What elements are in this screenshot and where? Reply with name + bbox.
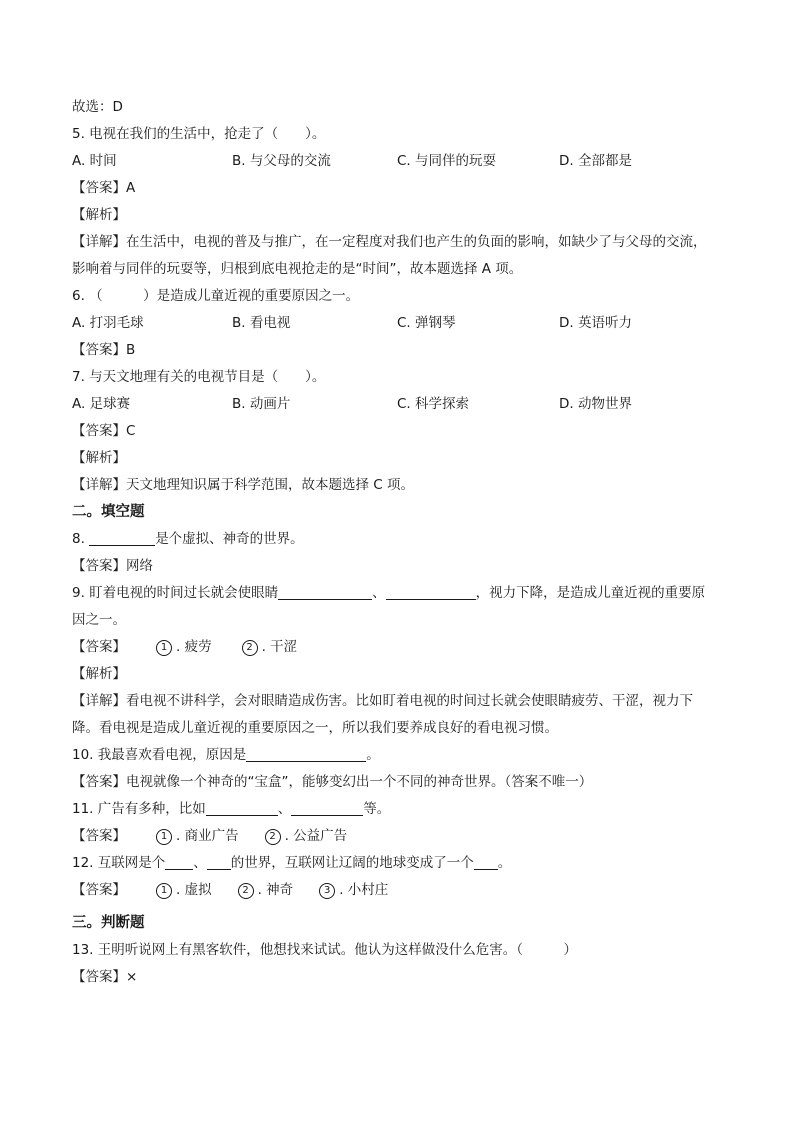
document-page: [72, 94, 732, 991]
option-c: C. 与同伴的玩耍: [397, 153, 497, 169]
analysis-7: 【解析】: [72, 450, 126, 466]
option-c: C. 弹钢琴: [397, 315, 456, 331]
fill-blank: [278, 583, 372, 600]
circled-number: 1: [156, 829, 172, 845]
question-7-options: [72, 391, 732, 418]
question-12: [72, 850, 732, 877]
circled-number: 2: [265, 829, 281, 845]
section-3-heading: 三。判断题: [72, 915, 145, 931]
section-2-heading: 二。填空题: [72, 504, 145, 520]
answer-tag: 【答案】: [72, 639, 126, 655]
fill-blank: [165, 853, 193, 870]
question-12-text: 的世界，互联网让辽阔的地球变成了一个: [230, 855, 474, 871]
answer-9: [72, 634, 732, 661]
separator: 、: [193, 855, 207, 871]
option-a: A. 打羽毛球: [72, 315, 144, 331]
answer-11: [72, 823, 732, 850]
answer-13: 【答案】×: [72, 969, 138, 985]
option-a: A. 时间: [72, 153, 117, 169]
circled-number: 2: [238, 883, 254, 899]
question-9-line-2: 因之一。: [72, 612, 126, 628]
answer-value: . 神奇: [257, 882, 294, 898]
answer-value: . 小村庄: [339, 882, 389, 898]
question-5: 5. 电视在我们的生活中，抢走了（ ）。: [72, 126, 326, 142]
question-12-text: 12. 互联网是个: [72, 855, 166, 871]
circled-number: 3: [319, 883, 335, 899]
question-12-text: 。: [497, 855, 512, 871]
fill-blank: [207, 853, 231, 870]
question-9-text: 9. 盯着电视的时间过长就会使眼睛: [72, 585, 279, 601]
question-8: [72, 526, 732, 553]
question-5-options: [72, 148, 732, 175]
fill-blank: [291, 799, 363, 816]
circled-number: 1: [156, 883, 172, 899]
analysis-9: 【解析】: [72, 666, 126, 682]
detail-9-line-2: 降。看电视是造成儿童近视的重要原因之一，所以我们要养成良好的看电视习惯。: [72, 720, 558, 736]
answer-tag: 【答案】: [72, 828, 126, 844]
question-9-line-1: [72, 580, 732, 607]
detail-9-line-1: 【详解】看电视不讲科学，会对眼睛造成伤害。比如盯着电视的时间过长就会使眼睛疲劳、干涩，视力下: [72, 693, 693, 709]
answer-6: 【答案】B: [72, 342, 136, 358]
circled-number: 1: [156, 640, 172, 656]
answer-7: 【答案】C: [72, 423, 136, 439]
question-11-text: 等。: [363, 801, 391, 817]
answer-tag: 【答案】: [72, 882, 126, 898]
option-b: B. 与父母的交流: [232, 153, 331, 169]
answer-value: . 商业广告: [176, 828, 239, 844]
separator: 、: [372, 585, 386, 601]
detail-7: 【详解】天文地理知识属于科学范围，故本题选择 C 项。: [72, 477, 415, 493]
separator: 、: [277, 801, 292, 817]
answer-12: [72, 877, 732, 904]
option-d: D. 英语听力: [559, 315, 632, 331]
question-11-text: 11. 广告有多种，比如: [72, 801, 206, 817]
answer-value: . 疲劳: [176, 639, 212, 655]
question-10-text: 。: [366, 747, 380, 763]
answer-value: . 虚拟: [176, 882, 212, 898]
fill-blank: [89, 529, 155, 546]
answer-choice-line: 故选：D: [72, 99, 123, 115]
question-11: [72, 796, 732, 823]
question-8-text: 是个虚拟、神奇的世界。: [155, 531, 304, 547]
answer-8: 【答案】网络: [72, 558, 153, 574]
fill-blank: [386, 583, 476, 600]
option-d: D. 全部都是: [559, 153, 632, 169]
question-6: 6. （ ）是造成儿童近视的重要原因之一。: [72, 288, 360, 304]
answer-10: 【答案】电视就像一个神奇的“宝盒”，能够变幻出一个不同的神奇世界。（答案不唯一）: [72, 774, 593, 790]
answer-value: . 公益广告: [284, 828, 348, 844]
detail-5-line-2: 影响着与同伴的玩耍等，归根到底电视抢走的是“时间”，故本题选择 A 项。: [72, 261, 523, 277]
option-d: D. 动物世界: [559, 396, 632, 412]
question-10: [72, 742, 732, 769]
question-7: 7. 与天文地理有关的电视节目是（ ）。: [72, 369, 326, 385]
analysis-5: 【解析】: [72, 207, 126, 223]
question-13: 13. 王明听说网上有黑客软件，他想找来试试。他认为这样做没什么危害。（ ）: [72, 942, 578, 958]
fill-blank: [474, 853, 498, 870]
option-b: B. 看电视: [232, 315, 291, 331]
question-8-number: 8.: [72, 531, 85, 547]
answer-value: . 干涩: [261, 639, 298, 655]
fill-blank: [246, 745, 366, 762]
answer-5: 【答案】A: [72, 180, 136, 196]
question-6-options: [72, 310, 732, 337]
circled-number: 2: [242, 640, 258, 656]
question-9-text: ，视力下降，是造成儿童近视的重要原: [475, 585, 706, 601]
option-a: A. 足球赛: [72, 396, 131, 412]
fill-blank: [206, 799, 278, 816]
option-c: C. 科学探索: [397, 396, 470, 412]
question-10-text: 10. 我最喜欢看电视，原因是: [72, 747, 247, 763]
option-b: B. 动画片: [232, 396, 291, 412]
detail-5-line-1: 【详解】在生活中，电视的普及与推广，在一定程度对我们也产生的负面的影响，如缺少了与父母的交流，: [72, 234, 707, 250]
